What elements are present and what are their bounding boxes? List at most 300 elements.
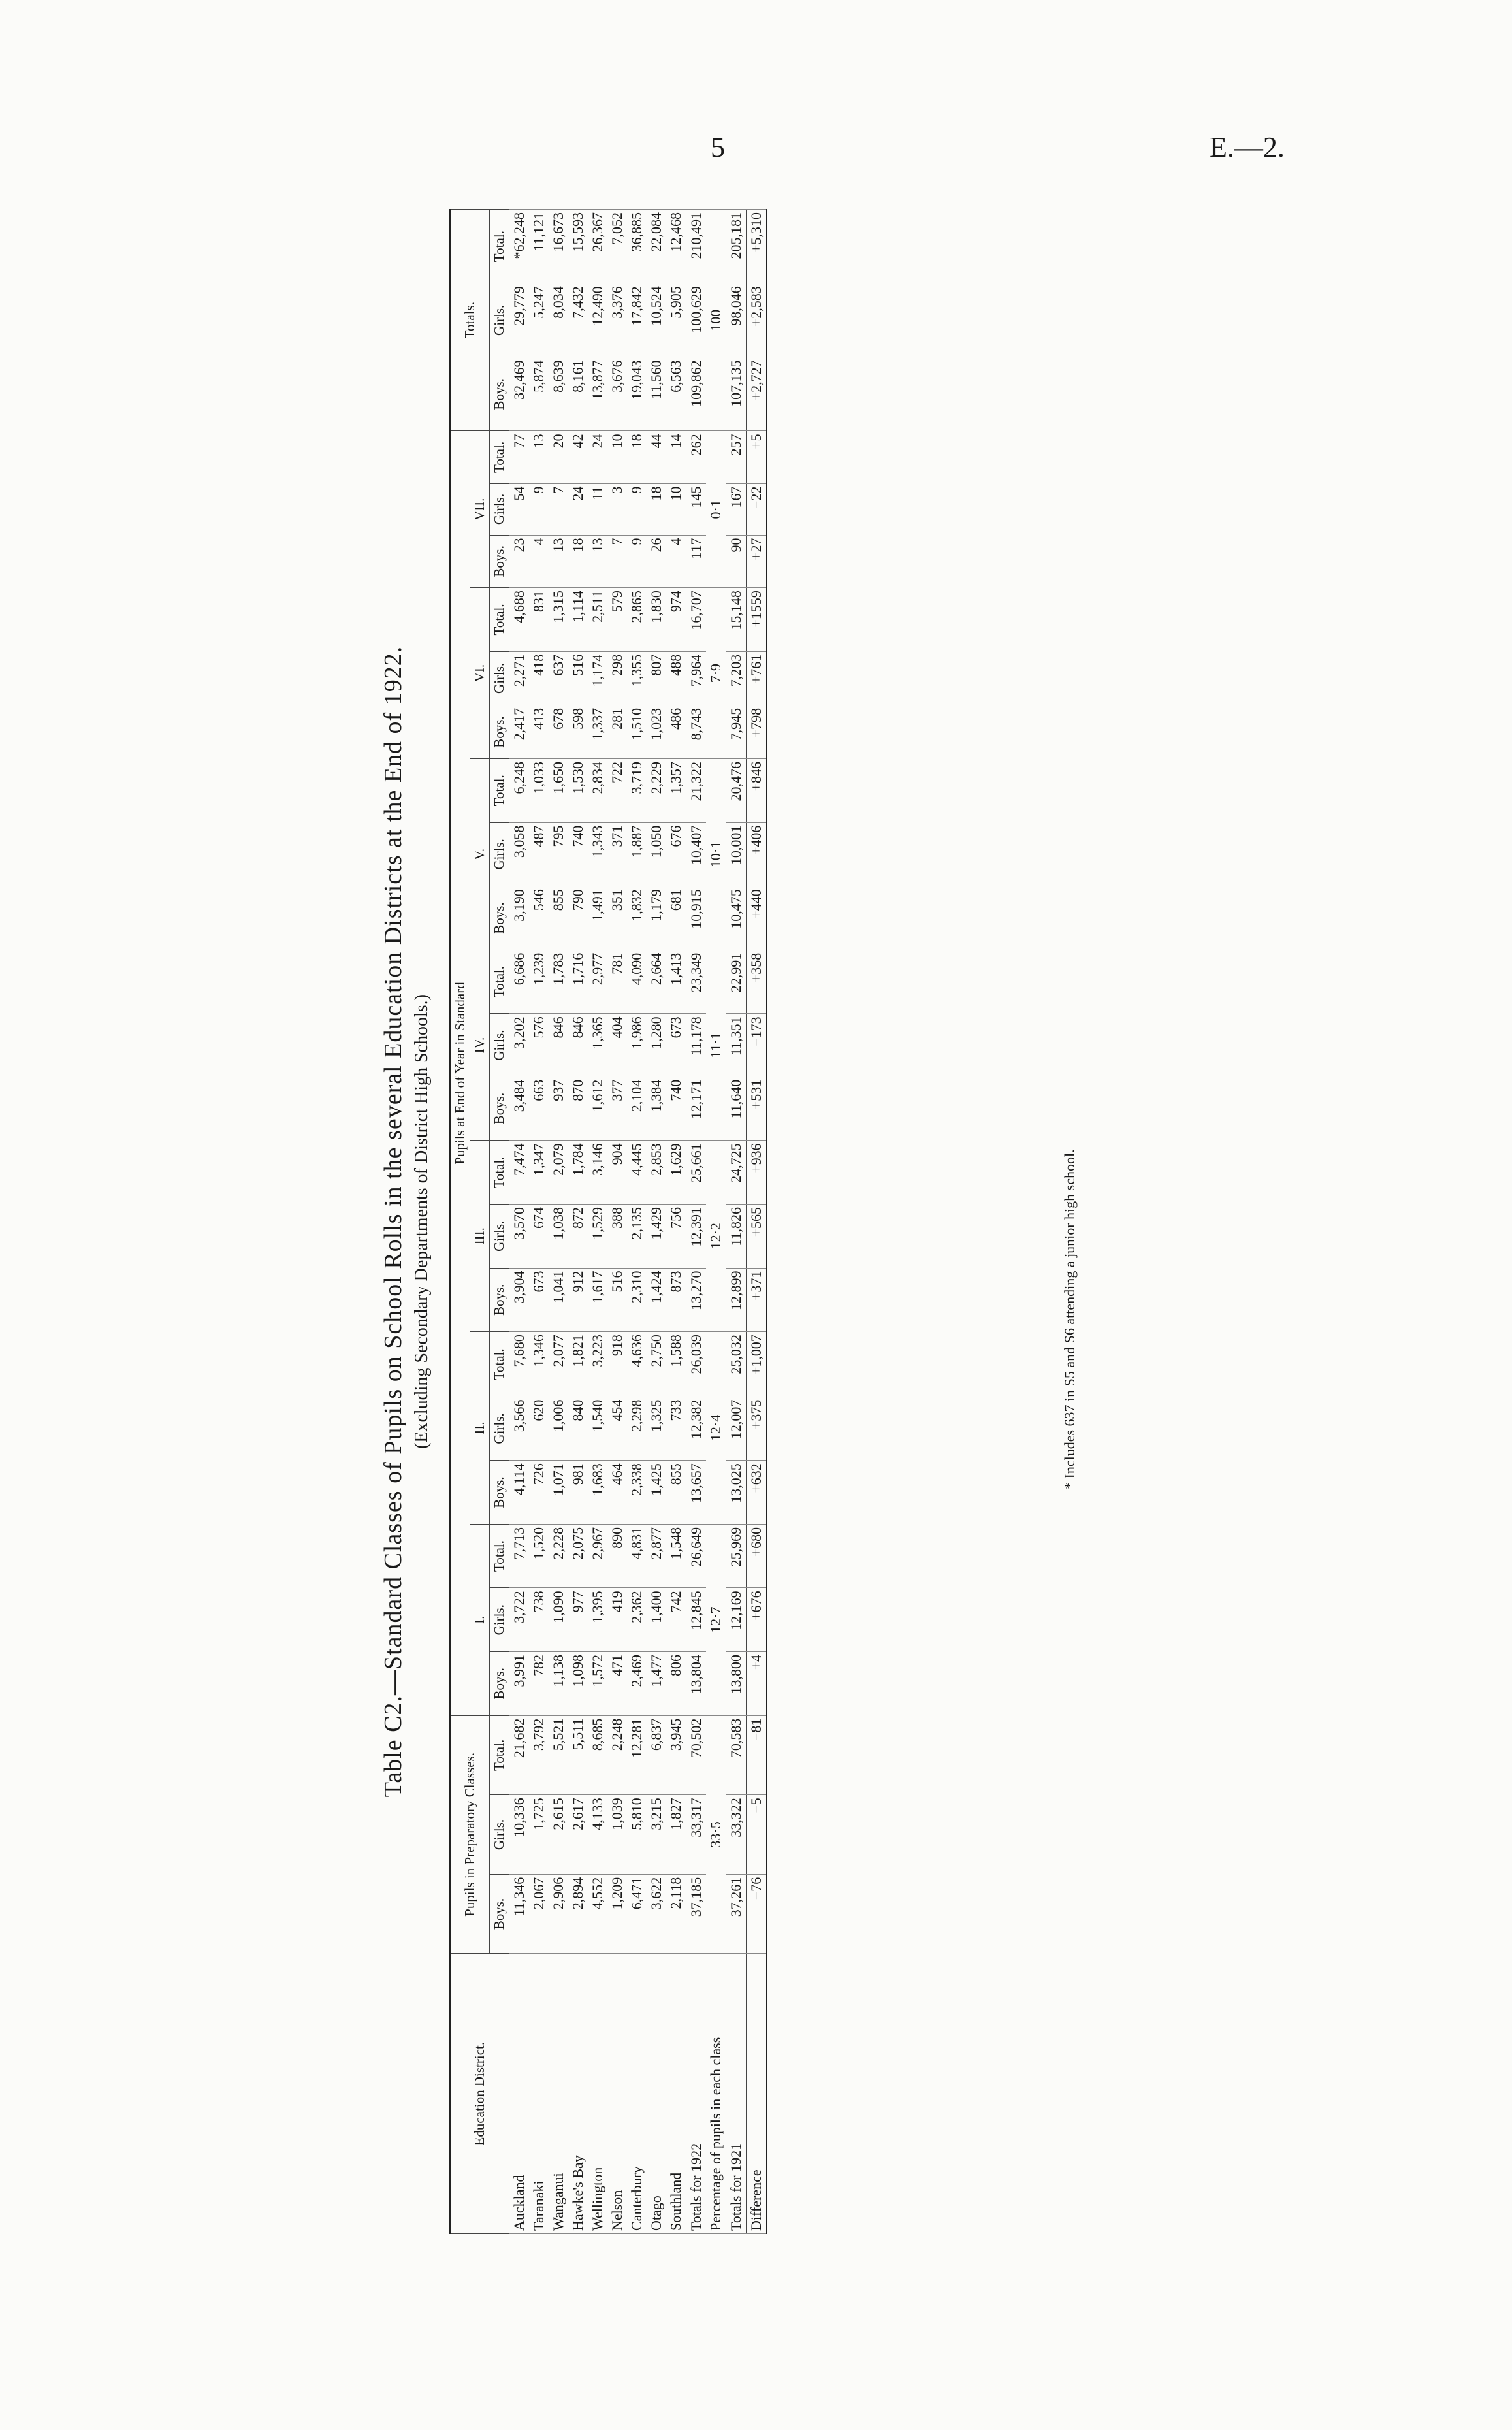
table-cell: 2,853 bbox=[647, 1141, 666, 1205]
table-cell: 10 bbox=[666, 483, 686, 535]
table-cell: 351 bbox=[607, 886, 627, 950]
table-cell: 24 bbox=[568, 483, 588, 535]
table-cell: 487 bbox=[529, 822, 549, 886]
table-cell: 9 bbox=[529, 483, 549, 535]
table-cell: +632 bbox=[747, 1461, 767, 1525]
table-cell: 2,906 bbox=[549, 1874, 568, 1954]
table-cell: 98,046 bbox=[726, 284, 747, 357]
row-label: Wellington bbox=[588, 1954, 607, 2234]
table-row bbox=[588, 210, 607, 2234]
subheader-boys: Boys. bbox=[490, 1461, 509, 1525]
table-cell: −76 bbox=[747, 1874, 767, 1954]
table-cell: 13,877 bbox=[588, 357, 607, 431]
table-cell: 12,382 bbox=[686, 1397, 707, 1461]
table-cell: 7,713 bbox=[509, 1524, 530, 1588]
table-cell: 33,317 bbox=[686, 1795, 707, 1875]
table-cell: 1,540 bbox=[588, 1397, 607, 1461]
table-cell: −81 bbox=[747, 1715, 767, 1795]
page-reference: E.—2. bbox=[1210, 131, 1285, 163]
table-cell: 12,899 bbox=[726, 1268, 747, 1332]
table-cell: 3,676 bbox=[607, 357, 627, 431]
table-cell: 2,834 bbox=[588, 759, 607, 823]
table-cell: 23 bbox=[509, 535, 530, 588]
table-cell: 371 bbox=[607, 822, 627, 886]
table-cell: 2,877 bbox=[647, 1524, 666, 1588]
table-cell: 2,118 bbox=[666, 1874, 686, 1954]
table-cell: 1,239 bbox=[529, 950, 549, 1014]
table-cell: +4 bbox=[747, 1651, 767, 1715]
table-cell: 20,476 bbox=[726, 759, 747, 823]
table-cell: 413 bbox=[529, 705, 549, 758]
table-cell: 579 bbox=[607, 588, 627, 652]
table-cell: 24 bbox=[588, 431, 607, 483]
table-cell: 846 bbox=[549, 1014, 568, 1077]
subheader-girls: Girls. bbox=[490, 651, 509, 705]
table-cell: 4,831 bbox=[627, 1524, 647, 1588]
table-row bbox=[529, 210, 549, 2234]
table-cell: 681 bbox=[666, 886, 686, 950]
table-cell: 3,058 bbox=[509, 822, 530, 886]
table-cell: 2,079 bbox=[549, 1141, 568, 1205]
percentage-row bbox=[706, 210, 726, 2234]
table-body bbox=[509, 210, 767, 2234]
header-prep: Pupils in Preparatory Classes. bbox=[450, 1715, 490, 1954]
table-cell: 1,548 bbox=[666, 1524, 686, 1588]
table-cell: 806 bbox=[666, 1651, 686, 1715]
table-cell: 5,247 bbox=[529, 284, 549, 357]
table-cell: +761 bbox=[747, 651, 767, 705]
table-cell: 5,511 bbox=[568, 1715, 588, 1795]
table-cell: 1,343 bbox=[588, 822, 607, 886]
table-cell: 790 bbox=[568, 886, 588, 950]
table-cell: 1,477 bbox=[647, 1651, 666, 1715]
table-cell: 2,271 bbox=[509, 651, 530, 705]
table-cell: 1,716 bbox=[568, 950, 588, 1014]
table-cell: 2,615 bbox=[549, 1795, 568, 1875]
table-cell: 13 bbox=[549, 535, 568, 588]
table-cell: 576 bbox=[529, 1014, 549, 1077]
table-cell: 25,032 bbox=[726, 1332, 747, 1397]
table-cell: 872 bbox=[568, 1204, 588, 1268]
table-cell: 210,491 bbox=[686, 210, 707, 284]
table-cell: 8,639 bbox=[549, 357, 568, 431]
percentage-cell: 100 bbox=[706, 210, 726, 431]
table-cell: 11,826 bbox=[726, 1204, 747, 1268]
table-cell: 1,384 bbox=[647, 1077, 666, 1141]
table-cell: 12,171 bbox=[686, 1077, 707, 1141]
table-cell: 404 bbox=[607, 1014, 627, 1077]
table-cell: 2,075 bbox=[568, 1524, 588, 1588]
table-cell: 167 bbox=[726, 483, 747, 535]
table-cell: 1,413 bbox=[666, 950, 686, 1014]
table-row bbox=[647, 210, 666, 2234]
table-cell: 4,090 bbox=[627, 950, 647, 1014]
subheader-row bbox=[490, 210, 509, 2234]
table-cell: +680 bbox=[747, 1524, 767, 1588]
table-cell: 740 bbox=[666, 1077, 686, 1141]
table-cell: +5,310 bbox=[747, 210, 767, 284]
table-cell: 3,904 bbox=[509, 1268, 530, 1332]
table-cell: 674 bbox=[529, 1204, 549, 1268]
header-std-6: VI. bbox=[470, 588, 490, 759]
table-cell: 673 bbox=[666, 1014, 686, 1077]
table-cell: 6,248 bbox=[509, 759, 530, 823]
table-cell: 14 bbox=[666, 431, 686, 483]
row-label: Hawke's Bay bbox=[568, 1954, 588, 2234]
table-cell: *62,248 bbox=[509, 210, 530, 284]
table-cell: 3,376 bbox=[607, 284, 627, 357]
table-cell: 7,432 bbox=[568, 284, 588, 357]
percentage-cell: 12·2 bbox=[706, 1141, 726, 1332]
subheader-boys: Boys. bbox=[490, 1268, 509, 1332]
table-subtitle: (Excluding Secondary Departments of District High Schools.) bbox=[411, 994, 432, 1449]
table-cell: 7,680 bbox=[509, 1332, 530, 1397]
table-cell: +5 bbox=[747, 431, 767, 483]
subheader-girls: Girls. bbox=[490, 483, 509, 535]
table-cell: 678 bbox=[549, 705, 568, 758]
table-cell: 12,007 bbox=[726, 1397, 747, 1461]
table-cell: 15,148 bbox=[726, 588, 747, 652]
table-cell: 4,552 bbox=[588, 1874, 607, 1954]
table-cell: 855 bbox=[549, 886, 568, 950]
table-cell: 846 bbox=[568, 1014, 588, 1077]
table-cell: 637 bbox=[549, 651, 568, 705]
table-cell: 2,229 bbox=[647, 759, 666, 823]
table-cell: 377 bbox=[607, 1077, 627, 1141]
table-cell: 42 bbox=[568, 431, 588, 483]
table-cell: 1,174 bbox=[588, 651, 607, 705]
table-cell: 3,566 bbox=[509, 1397, 530, 1461]
table-cell: 70,583 bbox=[726, 1715, 747, 1795]
table-cell: 36,885 bbox=[627, 210, 647, 284]
percentage-cell: 0·1 bbox=[706, 431, 726, 588]
page-number: 5 bbox=[711, 131, 725, 163]
table-cell: 10,001 bbox=[726, 822, 747, 886]
table-cell: 1,425 bbox=[647, 1461, 666, 1525]
subheader-total: Total. bbox=[490, 1141, 509, 1205]
table-cell: 13 bbox=[529, 431, 549, 483]
table-cell: 3,722 bbox=[509, 1588, 530, 1652]
row-label: Totals for 1921 bbox=[726, 1954, 747, 2234]
table-cell: 1,357 bbox=[666, 759, 686, 823]
table-cell: 1,395 bbox=[588, 1588, 607, 1652]
table-cell: 1,179 bbox=[647, 886, 666, 950]
table-cell: 262 bbox=[686, 431, 707, 483]
table-cell: −22 bbox=[747, 483, 767, 535]
table-cell: 4 bbox=[529, 535, 549, 588]
table-cell: 870 bbox=[568, 1077, 588, 1141]
table-cell: 7,203 bbox=[726, 651, 747, 705]
table-cell: 1,023 bbox=[647, 705, 666, 758]
table-cell: 807 bbox=[647, 651, 666, 705]
table-cell: 8,743 bbox=[686, 705, 707, 758]
table-row bbox=[627, 210, 647, 2234]
table-cell: 9 bbox=[627, 483, 647, 535]
table-cell: +565 bbox=[747, 1204, 767, 1268]
table-cell: 1,098 bbox=[568, 1651, 588, 1715]
subheader-girls: Girls. bbox=[490, 1795, 509, 1875]
table-cell: 107,135 bbox=[726, 357, 747, 431]
table-cell: 8,685 bbox=[588, 1715, 607, 1795]
table-cell: 7,964 bbox=[686, 651, 707, 705]
row-label: Nelson bbox=[607, 1954, 627, 2234]
table-cell: 13,025 bbox=[726, 1461, 747, 1525]
header-standard: Pupils at End of Year in Standard bbox=[450, 431, 470, 1715]
table-cell: 2,338 bbox=[627, 1461, 647, 1525]
table-cell: 2,469 bbox=[627, 1651, 647, 1715]
subheader-total: Total. bbox=[490, 210, 509, 284]
table-cell: 1,315 bbox=[549, 588, 568, 652]
table-cell: 1,337 bbox=[588, 705, 607, 758]
table-cell: 726 bbox=[529, 1461, 549, 1525]
table-cell: 782 bbox=[529, 1651, 549, 1715]
table-cell: 912 bbox=[568, 1268, 588, 1332]
table-cell: 1,827 bbox=[666, 1795, 686, 1875]
table-cell: 205,181 bbox=[726, 210, 747, 284]
row-label: Totals for 1922 bbox=[686, 1954, 707, 2234]
table-cell: 1,347 bbox=[529, 1141, 549, 1205]
table-cell: 10,524 bbox=[647, 284, 666, 357]
table-cell: 8,034 bbox=[549, 284, 568, 357]
table-cell: +358 bbox=[747, 950, 767, 1014]
header-district: Education District. bbox=[450, 1954, 509, 2234]
table-cell: 1,424 bbox=[647, 1268, 666, 1332]
table-cell: 1,365 bbox=[588, 1014, 607, 1077]
subheader-total: Total. bbox=[490, 1715, 509, 1795]
table-cell: 3,190 bbox=[509, 886, 530, 950]
table-cell: 25,969 bbox=[726, 1524, 747, 1588]
table-cell: 26 bbox=[647, 535, 666, 588]
subheader-girls: Girls. bbox=[490, 1397, 509, 1461]
rotated-table-block bbox=[379, 209, 1045, 2234]
table-cell: 840 bbox=[568, 1397, 588, 1461]
table-cell: 1,400 bbox=[647, 1588, 666, 1652]
table-cell: 1,038 bbox=[549, 1204, 568, 1268]
table-cell: 257 bbox=[726, 431, 747, 483]
table-cell: 733 bbox=[666, 1397, 686, 1461]
table-cell: 4,445 bbox=[627, 1141, 647, 1205]
table-cell: 781 bbox=[607, 950, 627, 1014]
table-cell: 516 bbox=[607, 1268, 627, 1332]
table-cell: 3,719 bbox=[627, 759, 647, 823]
table-cell: 981 bbox=[568, 1461, 588, 1525]
percentage-cell: 10·1 bbox=[706, 759, 726, 950]
table-cell: 3,223 bbox=[588, 1332, 607, 1397]
table-cell: 12,281 bbox=[627, 1715, 647, 1795]
table-cell: 388 bbox=[607, 1204, 627, 1268]
table-cell: 1,355 bbox=[627, 651, 647, 705]
subheader-girls: Girls. bbox=[490, 284, 509, 357]
table-cell: 1,114 bbox=[568, 588, 588, 652]
table-cell: 977 bbox=[568, 1588, 588, 1652]
table-cell: 1,783 bbox=[549, 950, 568, 1014]
table-cell: 2,750 bbox=[647, 1332, 666, 1397]
table-cell: +1,007 bbox=[747, 1332, 767, 1397]
table-cell: 890 bbox=[607, 1524, 627, 1588]
table-cell: 663 bbox=[529, 1077, 549, 1141]
table-row bbox=[666, 210, 686, 2234]
table-cell: 7,052 bbox=[607, 210, 627, 284]
table-cell: 1,821 bbox=[568, 1332, 588, 1397]
header-std-3: III. bbox=[470, 1141, 490, 1332]
table-cell: +2,583 bbox=[747, 284, 767, 357]
table-cell: 5,810 bbox=[627, 1795, 647, 1875]
table-cell: 3,570 bbox=[509, 1204, 530, 1268]
table-cell: 54 bbox=[509, 483, 530, 535]
table-cell: 795 bbox=[549, 822, 568, 886]
table-cell: 1,050 bbox=[647, 822, 666, 886]
table-cell: 7 bbox=[607, 535, 627, 588]
table-cell: 6,686 bbox=[509, 950, 530, 1014]
table-cell: 11,121 bbox=[529, 210, 549, 284]
table-cell: 11,346 bbox=[509, 1874, 530, 1954]
table-cell: 11 bbox=[588, 483, 607, 535]
table-cell: 6,563 bbox=[666, 357, 686, 431]
table-cell: 454 bbox=[607, 1397, 627, 1461]
percentage-cell: 12·7 bbox=[706, 1524, 726, 1715]
table-cell: +531 bbox=[747, 1077, 767, 1141]
table-cell: 1,041 bbox=[549, 1268, 568, 1332]
table-cell: 855 bbox=[666, 1461, 686, 1525]
table-cell: 109,862 bbox=[686, 357, 707, 431]
table-cell: 2,977 bbox=[588, 950, 607, 1014]
table-cell: 90 bbox=[726, 535, 747, 588]
percentage-cell: 33·5 bbox=[706, 1715, 726, 1954]
table-cell: 3,622 bbox=[647, 1874, 666, 1954]
table-cell: 1,529 bbox=[588, 1204, 607, 1268]
table-cell: 1,617 bbox=[588, 1268, 607, 1332]
header-std-1: I. bbox=[470, 1524, 490, 1715]
table-cell: 488 bbox=[666, 651, 686, 705]
table-cell: 3 bbox=[607, 483, 627, 535]
table-cell: 18 bbox=[627, 431, 647, 483]
table-cell: +936 bbox=[747, 1141, 767, 1205]
table-cell: +371 bbox=[747, 1268, 767, 1332]
subheader-girls: Girls. bbox=[490, 1014, 509, 1077]
table-cell: 1,832 bbox=[627, 886, 647, 950]
table-cell: 4,114 bbox=[509, 1461, 530, 1525]
table-cell: 3,945 bbox=[666, 1715, 686, 1795]
table-cell: 20 bbox=[549, 431, 568, 483]
table-cell: 722 bbox=[607, 759, 627, 823]
table-row bbox=[726, 210, 747, 2234]
table-cell: 1,280 bbox=[647, 1014, 666, 1077]
table-cell: +27 bbox=[747, 535, 767, 588]
table-cell: 1,491 bbox=[588, 886, 607, 950]
table-cell: 17,842 bbox=[627, 284, 647, 357]
table-cell: 742 bbox=[666, 1588, 686, 1652]
table-row bbox=[686, 210, 707, 2234]
table-row bbox=[747, 210, 767, 2234]
table-cell: 1,510 bbox=[627, 705, 647, 758]
table-cell: 10,407 bbox=[686, 822, 707, 886]
subheader-total: Total. bbox=[490, 759, 509, 823]
table-cell: 3,202 bbox=[509, 1014, 530, 1077]
table-cell: +406 bbox=[747, 822, 767, 886]
table-cell: 44 bbox=[647, 431, 666, 483]
row-label: Canterbury bbox=[627, 1954, 647, 2234]
table-cell: 22,991 bbox=[726, 950, 747, 1014]
table-cell: 18 bbox=[647, 483, 666, 535]
table-cell: 2,298 bbox=[627, 1397, 647, 1461]
table-cell: 1,071 bbox=[549, 1461, 568, 1525]
row-label: Difference bbox=[747, 1954, 767, 2234]
subheader-boys: Boys. bbox=[490, 1874, 509, 1954]
table-cell: 7 bbox=[549, 483, 568, 535]
table-row bbox=[549, 210, 568, 2234]
table-cell: 740 bbox=[568, 822, 588, 886]
table-cell: +375 bbox=[747, 1397, 767, 1461]
table-cell: 1,629 bbox=[666, 1141, 686, 1205]
table-cell: 1,725 bbox=[529, 1795, 549, 1875]
table-cell: 2,617 bbox=[568, 1795, 588, 1875]
row-label: Southland bbox=[666, 1954, 686, 2234]
table-cell: 3,991 bbox=[509, 1651, 530, 1715]
table-cell: 16,707 bbox=[686, 588, 707, 652]
table-cell: 100,629 bbox=[686, 284, 707, 357]
table-cell: +676 bbox=[747, 1588, 767, 1652]
table-cell: 918 bbox=[607, 1332, 627, 1397]
table-cell: 70,502 bbox=[686, 1715, 707, 1795]
table-cell: 1,650 bbox=[549, 759, 568, 823]
table-cell: +1559 bbox=[747, 588, 767, 652]
table-cell: 12,845 bbox=[686, 1588, 707, 1652]
table-cell: 12,391 bbox=[686, 1204, 707, 1268]
subheader-total: Total. bbox=[490, 588, 509, 652]
table-cell: 2,310 bbox=[627, 1268, 647, 1332]
table-cell: 2,894 bbox=[568, 1874, 588, 1954]
table-cell: 13,804 bbox=[686, 1651, 707, 1715]
table-cell: 471 bbox=[607, 1651, 627, 1715]
subheader-total: Total. bbox=[490, 431, 509, 483]
table-cell: 5,874 bbox=[529, 357, 549, 431]
table-cell: 464 bbox=[607, 1461, 627, 1525]
table-cell: 546 bbox=[529, 886, 549, 950]
table-cell: 1,039 bbox=[607, 1795, 627, 1875]
table-cell: 1,209 bbox=[607, 1874, 627, 1954]
subheader-boys: Boys. bbox=[490, 357, 509, 431]
table-cell: 26,649 bbox=[686, 1524, 707, 1588]
table-cell: 15,593 bbox=[568, 210, 588, 284]
table-cell: 937 bbox=[549, 1077, 568, 1141]
table-cell: 2,104 bbox=[627, 1077, 647, 1141]
table-cell: −173 bbox=[747, 1014, 767, 1077]
table-cell: 516 bbox=[568, 651, 588, 705]
table-cell: 32,469 bbox=[509, 357, 530, 431]
table-cell: 33,322 bbox=[726, 1795, 747, 1875]
footnote: * Includes 637 in S5 and S6 attending a junior high school. bbox=[1061, 1149, 1078, 1489]
percentage-cell: 7·9 bbox=[706, 588, 726, 759]
table-cell: 117 bbox=[686, 535, 707, 588]
table-cell: 756 bbox=[666, 1204, 686, 1268]
table-cell: 24,725 bbox=[726, 1141, 747, 1205]
table-cell: 831 bbox=[529, 588, 549, 652]
table-cell: 37,261 bbox=[726, 1874, 747, 1954]
table-cell: 10,475 bbox=[726, 886, 747, 950]
table-cell: 904 bbox=[607, 1141, 627, 1205]
table-cell: 620 bbox=[529, 1397, 549, 1461]
header-totals: Totals. bbox=[450, 210, 490, 431]
table-cell: 23,349 bbox=[686, 950, 707, 1014]
table-cell: 4,636 bbox=[627, 1332, 647, 1397]
table-cell: 10,336 bbox=[509, 1795, 530, 1875]
table-cell: 298 bbox=[607, 651, 627, 705]
header-std-2: II. bbox=[470, 1332, 490, 1525]
table-cell: 11,178 bbox=[686, 1014, 707, 1077]
table-cell: 2,362 bbox=[627, 1588, 647, 1652]
table-row bbox=[568, 210, 588, 2234]
subheader-boys: Boys. bbox=[490, 705, 509, 758]
